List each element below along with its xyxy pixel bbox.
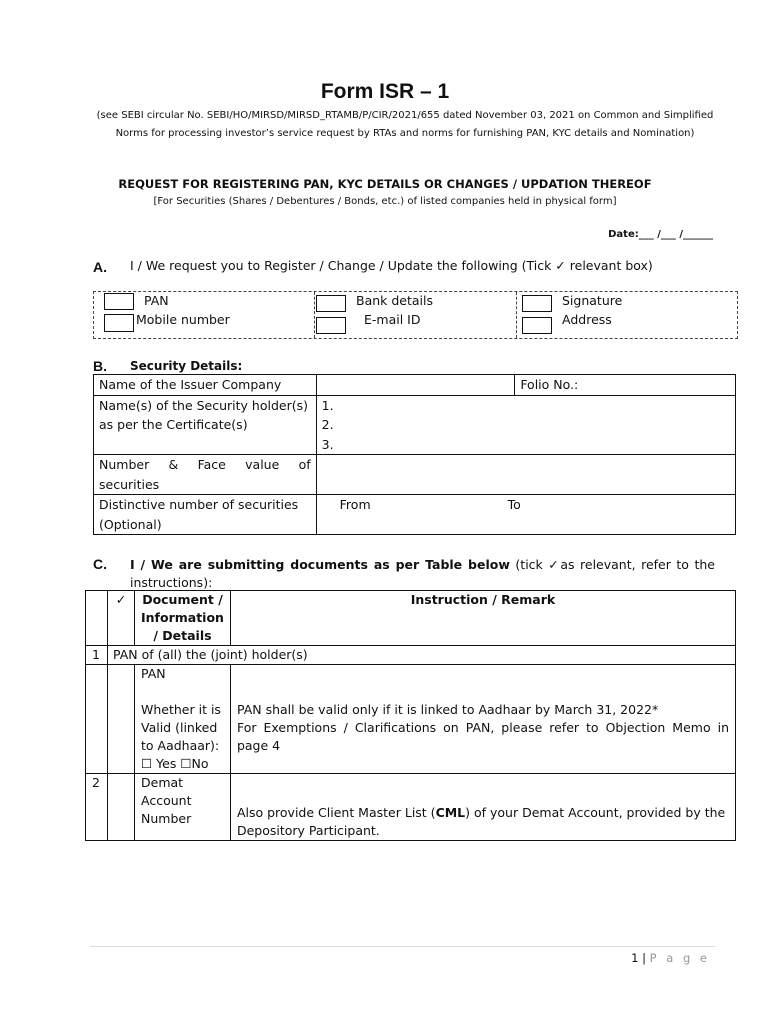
section-b-title: Security Details: bbox=[130, 359, 243, 373]
section-b-letter: B. bbox=[93, 358, 107, 374]
security-details-table bbox=[93, 374, 736, 535]
request-options-grid bbox=[93, 291, 738, 339]
tick-header: ✓ bbox=[108, 591, 135, 646]
holder-line-1: 1. bbox=[321, 397, 334, 413]
holders-input[interactable] bbox=[316, 395, 735, 455]
pan-tick-cell[interactable] bbox=[108, 665, 135, 774]
page-separator: | bbox=[642, 951, 647, 965]
holder-line-2: 2. bbox=[321, 417, 334, 432]
issuer-label: Name of the Issuer Company bbox=[94, 375, 317, 396]
document-header: Document / Information / Details bbox=[135, 591, 231, 646]
demat-doc-label: Demat Account Number bbox=[135, 774, 231, 841]
email-checkbox[interactable] bbox=[316, 317, 346, 334]
num-header-cell bbox=[86, 591, 108, 646]
pan-instruction-2: For Exemptions / Clarifications on PAN, please refer to Objection Memo in page 4 bbox=[236, 720, 729, 753]
section-c-letter: C. bbox=[93, 556, 107, 572]
holder-line-3: 3. bbox=[321, 436, 334, 452]
number-face-input[interactable] bbox=[316, 455, 735, 495]
demat-instruction-cell: Also provide Client Master List (CML) of your Demat Account, provided by the Depository Participant. bbox=[230, 774, 735, 841]
demat-tick-cell[interactable] bbox=[108, 774, 135, 841]
blank-cell bbox=[86, 665, 108, 774]
section-a-letter: A. bbox=[93, 259, 107, 275]
page-footer bbox=[631, 951, 710, 965]
bank-checkbox[interactable] bbox=[316, 295, 346, 312]
cml-label: CML bbox=[435, 805, 466, 820]
distinctive-label: Distinctive number of securities (Optional) bbox=[94, 495, 317, 535]
option-address: Address bbox=[562, 312, 612, 327]
section-a-instruction: I / We request you to Register / Change / Update the following (Tick ✓ relevant box) bbox=[130, 258, 653, 273]
documents-table bbox=[85, 590, 736, 841]
holders-label: Name(s) of the Security holder(s) as per the Certificate(s) bbox=[94, 395, 317, 455]
option-email: E-mail ID bbox=[364, 312, 421, 327]
distinctive-input[interactable] bbox=[316, 495, 735, 535]
mobile-checkbox[interactable] bbox=[104, 314, 134, 332]
signature-checkbox[interactable] bbox=[522, 295, 552, 312]
folio-label: Folio No.: bbox=[520, 377, 579, 392]
folio-input[interactable] bbox=[515, 375, 736, 396]
option-bank: Bank details bbox=[356, 293, 434, 308]
option-pan: PAN bbox=[144, 293, 169, 308]
pan-doc-cell bbox=[135, 665, 231, 774]
option-signature: Signature bbox=[562, 293, 623, 308]
pan-instruction-1: PAN shall be valid only if it is linked to Aadhaar by March 31, 2022* bbox=[236, 702, 659, 717]
footer-divider bbox=[90, 946, 716, 947]
pan-doc-label: PAN bbox=[141, 666, 166, 681]
pan-yes-no-options[interactable]: ☐ Yes ☐No bbox=[141, 756, 209, 771]
pan-row-heading: PAN of (all) the (joint) holder(s) bbox=[108, 646, 736, 665]
number-face-label: Number & Face value of securities bbox=[94, 455, 317, 495]
row-number: 2 bbox=[86, 774, 108, 841]
date-field[interactable]: Date:___ /___ /______ bbox=[608, 229, 713, 240]
row-number: 1 bbox=[86, 646, 108, 665]
pan-instruction-cell bbox=[230, 665, 735, 774]
option-mobile: Mobile number bbox=[136, 312, 230, 327]
request-heading: REQUEST FOR REGISTERING PAN, KYC DETAILS OR CHANGES / UPDATION THEREOF bbox=[118, 177, 652, 191]
instruction-header: Instruction / Remark bbox=[230, 591, 735, 646]
pan-checkbox[interactable] bbox=[104, 293, 134, 310]
address-checkbox[interactable] bbox=[522, 317, 552, 334]
section-c-instruction: I / We are submitting documents as per Table below (tick ✓as relevant, refer to the instructions): bbox=[130, 557, 715, 590]
to-label: To bbox=[507, 497, 521, 512]
form-subtitle: (see SEBI circular No. SEBI/HO/MIRSD/MIRSD_RTAMB/P/CIR/2021/655 dated November 03, 2021 on Common and Simplified Norms for processing investor’s service request by RTAs and norms for furnishing PAN, KYC details and Nomination) bbox=[96, 110, 714, 139]
form-title: Form ISR – 1 bbox=[320, 80, 450, 103]
page-number: 1 bbox=[631, 951, 639, 965]
request-subheading: [For Securities (Shares / Debentures / Bonds, etc.) of listed companies held in physical form] bbox=[153, 196, 617, 207]
page-word: P a g e bbox=[649, 951, 710, 965]
from-label: From bbox=[339, 497, 371, 512]
issuer-input[interactable] bbox=[316, 375, 515, 396]
pan-valid-label: Whether it is Valid (linked to Aadhaar): bbox=[141, 702, 221, 753]
